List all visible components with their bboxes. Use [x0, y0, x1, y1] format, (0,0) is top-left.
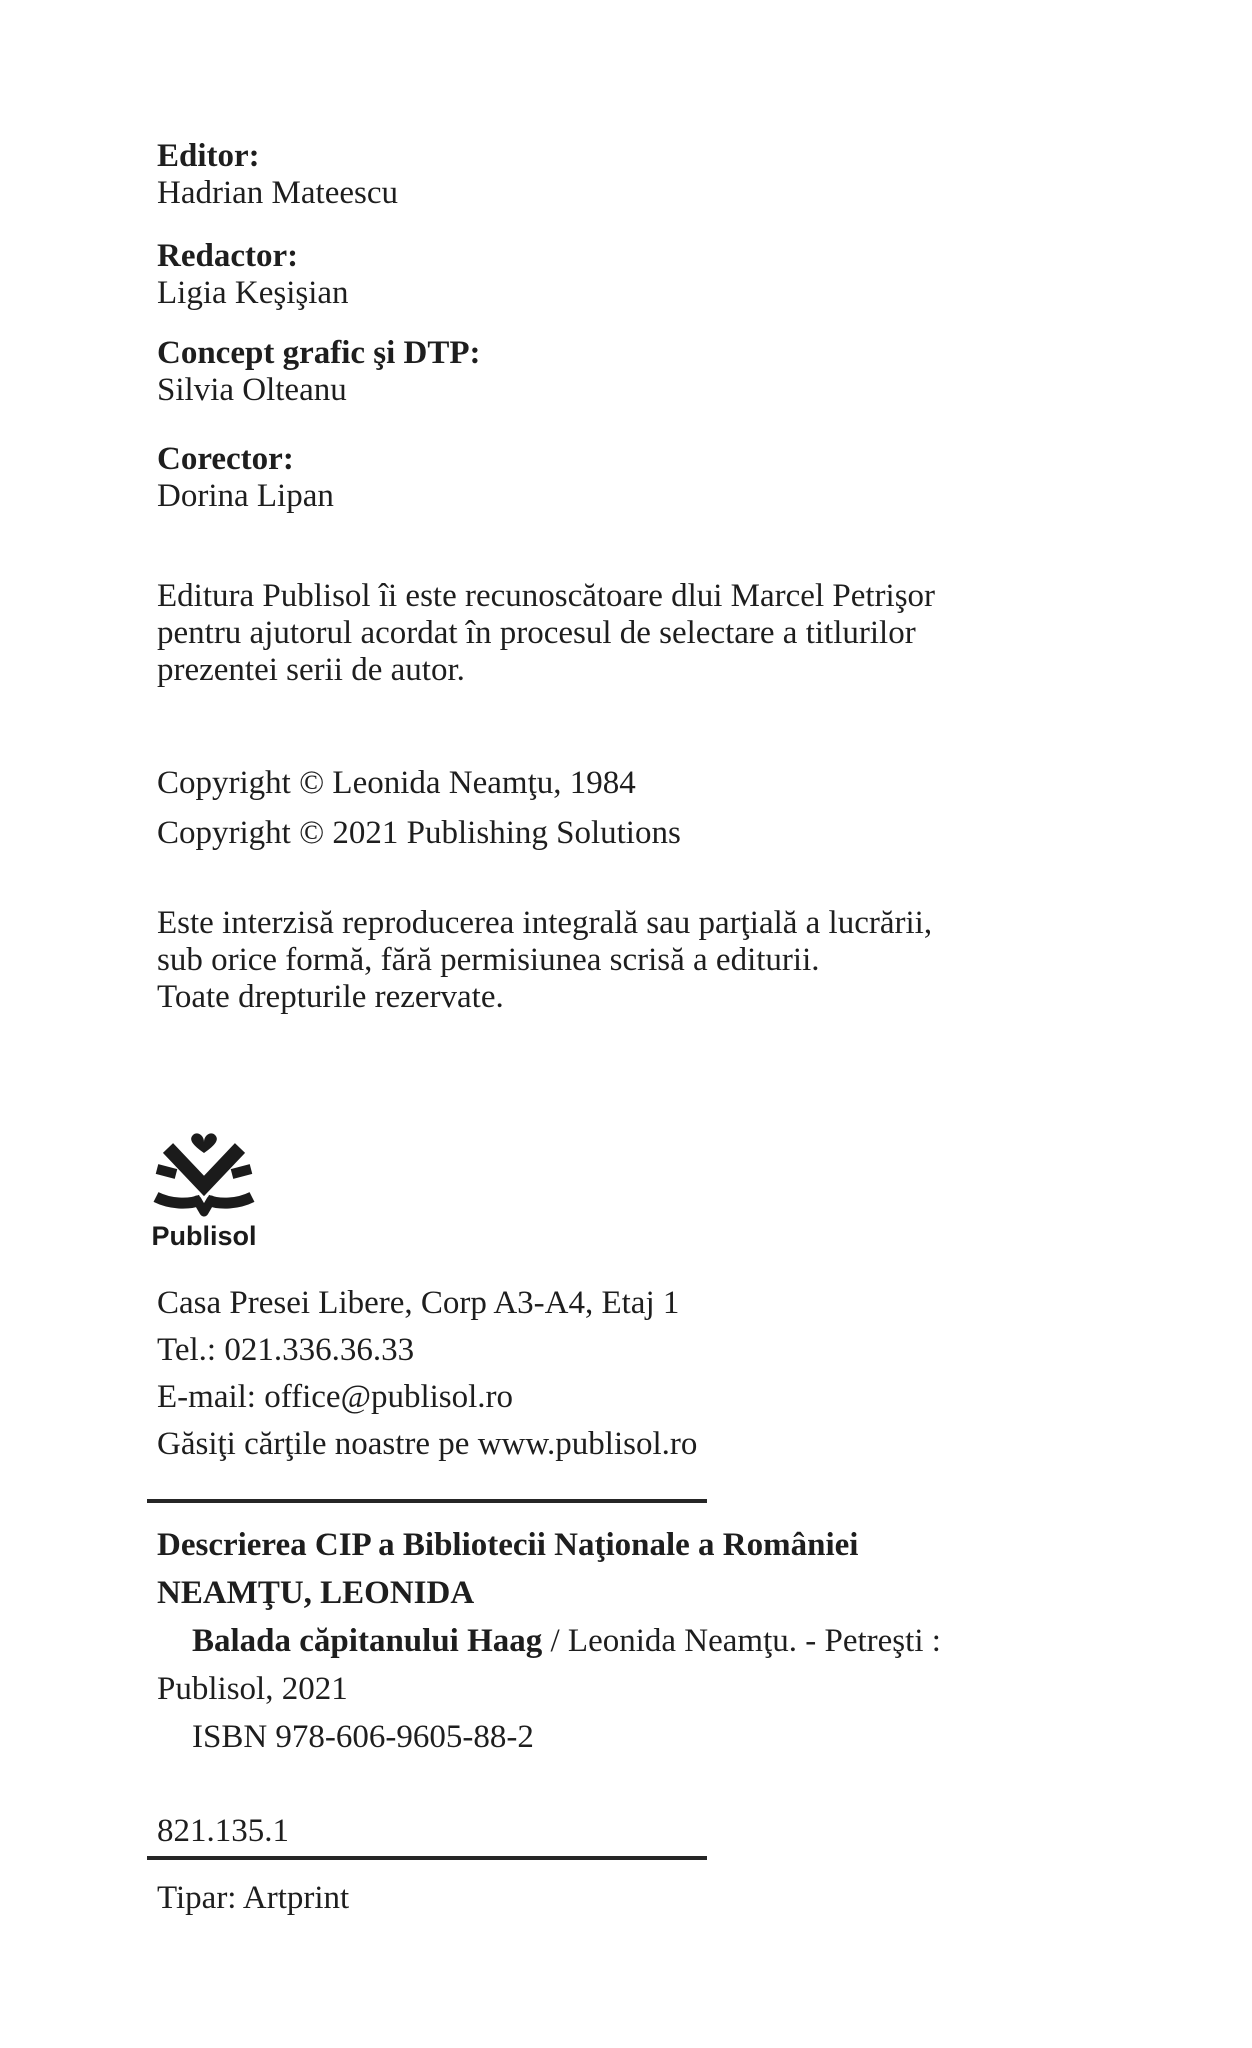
copyright-line-1984: Copyright © Leonida Neamţu, 1984: [157, 765, 636, 801]
divider-rule-bottom: [147, 1856, 707, 1860]
contact-web: Găsiţi cărţile noastre pe www.publisol.ro: [157, 1426, 698, 1462]
contact-block: [157, 1280, 697, 1468]
cip-author: NEAMŢU, LEONIDA: [157, 1575, 475, 1611]
printer-line: Tipar: Artprint: [157, 1880, 350, 1916]
credit-label: Editor:: [157, 138, 260, 174]
cip-publisher-line: Publisol, 2021: [157, 1671, 348, 1707]
rights-line: Este interzisă reproducerea integrală sau parţială a lucrării,: [157, 905, 933, 941]
right-ray-icon: [232, 1169, 251, 1174]
contact-phone: Tel.: 021.336.36.33: [157, 1332, 415, 1368]
divider-rule-top: [147, 1499, 707, 1503]
contact-address: Casa Presei Libere, Corp A3-A4, Etaj 1: [157, 1285, 680, 1321]
copyright-line-2021: Copyright © 2021 Publishing Solutions: [157, 815, 681, 851]
acknowledgment-line: pentru ajutorul acordat în procesul de selectare a titlurilor: [157, 615, 916, 651]
credit-dtp: [157, 335, 481, 409]
cip-title-line: [157, 1617, 941, 1665]
copyright-block: [157, 758, 681, 858]
credit-corector: [157, 441, 334, 515]
publisol-wordmark: Publisol: [152, 1221, 256, 1251]
publisol-logo-mark: [152, 1126, 256, 1252]
cip-title-bold: Balada căpitanului Haag: [192, 1623, 543, 1659]
credit-name: Silvia Olteanu: [157, 372, 347, 408]
acknowledgment-line: prezentei serii de autor.: [157, 652, 465, 688]
cip-isbn: ISBN 978-606-9605-88-2: [192, 1719, 534, 1755]
credit-redactor: [157, 238, 349, 312]
credit-name: Hadrian Mateescu: [157, 175, 398, 211]
rights-line: sub orice formă, fără permisiunea scrisă a editurii.: [157, 942, 820, 978]
cip-heading: Descrierea CIP a Bibliotecii Naţionale a României: [157, 1527, 859, 1563]
credit-editor: [157, 138, 398, 212]
rights-line: Toate drepturile rezervate.: [157, 979, 504, 1015]
publisher-logo: [152, 1126, 256, 1252]
credit-name: Dorina Lipan: [157, 478, 334, 514]
udc-number: 821.135.1: [157, 1813, 289, 1849]
open-book-spine-icon: [197, 1200, 211, 1212]
cip-block: [157, 1521, 941, 1761]
contact-email: E-mail: office@publisol.ro: [157, 1379, 514, 1415]
credit-name: Ligia Keşişian: [157, 275, 349, 311]
chevron-icon: [168, 1148, 240, 1186]
credit-label: Redactor:: [157, 238, 299, 274]
cip-title-rest: / Leonida Neamţu. - Petreşti :: [542, 1623, 941, 1659]
credit-label: Corector:: [157, 441, 294, 477]
heart-icon: [191, 1133, 217, 1153]
rights-notice: [157, 905, 932, 1016]
acknowledgment-line: Editura Publisol îi este recunoscătoare dlui Marcel Petrişor: [157, 578, 936, 614]
credit-label: Concept grafic şi DTP:: [157, 335, 481, 371]
left-ray-icon: [157, 1169, 176, 1174]
acknowledgment-paragraph: [157, 578, 935, 689]
